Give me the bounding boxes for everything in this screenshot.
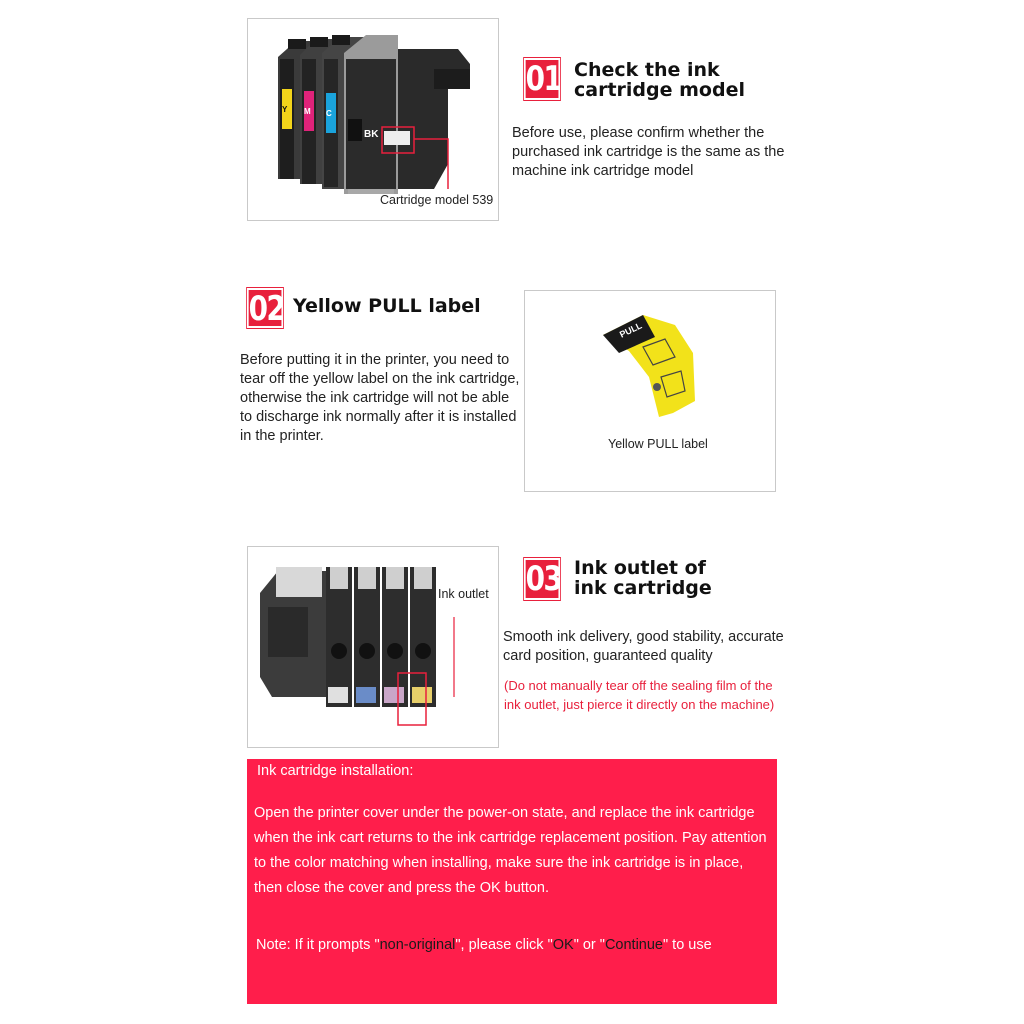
- note-mid1: ", please click ": [455, 937, 553, 953]
- installation-note: [256, 937, 712, 953]
- step3-title-line1: Ink outlet of: [574, 557, 706, 579]
- step3-image-frame: [247, 546, 499, 748]
- step1-title-line2: cartridge model: [574, 79, 745, 101]
- note-prefix: Note: If it prompts ": [256, 937, 380, 953]
- cartridge-label-y: Y: [282, 105, 288, 114]
- step3-warning: (Do not manually tear off the sealing film of the ink outlet, just pierce it directly on the machine): [504, 678, 775, 712]
- step1-number-badge: 01: [525, 59, 562, 99]
- step3-description: Smooth ink delivery, good stability, accurate card position, guaranteed quality: [503, 629, 784, 664]
- installation-heading: Ink cartridge installation:: [257, 763, 414, 779]
- pull-label-illustration: [525, 291, 775, 491]
- step3-number-badge: 03: [525, 559, 562, 599]
- note-term-continue: Continue: [604, 937, 663, 953]
- step1-title-line1: Check the ink: [574, 59, 720, 81]
- step2-image-frame: [524, 290, 776, 492]
- installation-panel: [247, 759, 777, 1004]
- cartridge-label-c: C: [326, 109, 332, 118]
- ink-outlet-illustration: [248, 547, 498, 747]
- step2-title: Yellow PULL label: [293, 295, 481, 317]
- note-term-ok: OK: [552, 937, 574, 953]
- step1-image-caption: Cartridge model 539: [380, 193, 494, 207]
- note-term-non-original: non-original: [379, 937, 456, 953]
- step2-number-badge: 02: [248, 289, 285, 329]
- installation-paragraph: Open the printer cover under the power-on state, and replace the ink cartridge when the ink cart returns to the ink cartridge replacement position. Pay attention to the color matching when installing, make sure the ink cartridge is in place, then close the cover and press the OK button.: [254, 805, 767, 896]
- step2-image-caption: Yellow PULL label: [608, 437, 708, 451]
- step2-description: Before putting it in the printer, you need to tear off the yellow label on the ink cartridge, otherwise the ink cartridge will not be able to discharge ink normally after it is installed in the printer.: [240, 352, 520, 444]
- step3-title-line2: ink cartridge: [574, 577, 712, 599]
- step3-title: [574, 558, 712, 598]
- note-mid2: " or ": [573, 937, 605, 953]
- cartridge-label-bk: BK: [364, 129, 379, 140]
- pull-label-text: PULL: [617, 320, 644, 340]
- cartridge-set-illustration: [248, 19, 498, 220]
- step1-description: Before use, please confirm whether the purchased ink cartridge is the same as the machine ink cartridge model: [512, 125, 785, 179]
- step1-title: [574, 60, 745, 100]
- note-suffix: " to use: [662, 937, 712, 953]
- step1-image-frame: [247, 18, 499, 221]
- step3-image-caption: Ink outlet: [438, 587, 489, 601]
- cartridge-label-m: M: [304, 107, 311, 116]
